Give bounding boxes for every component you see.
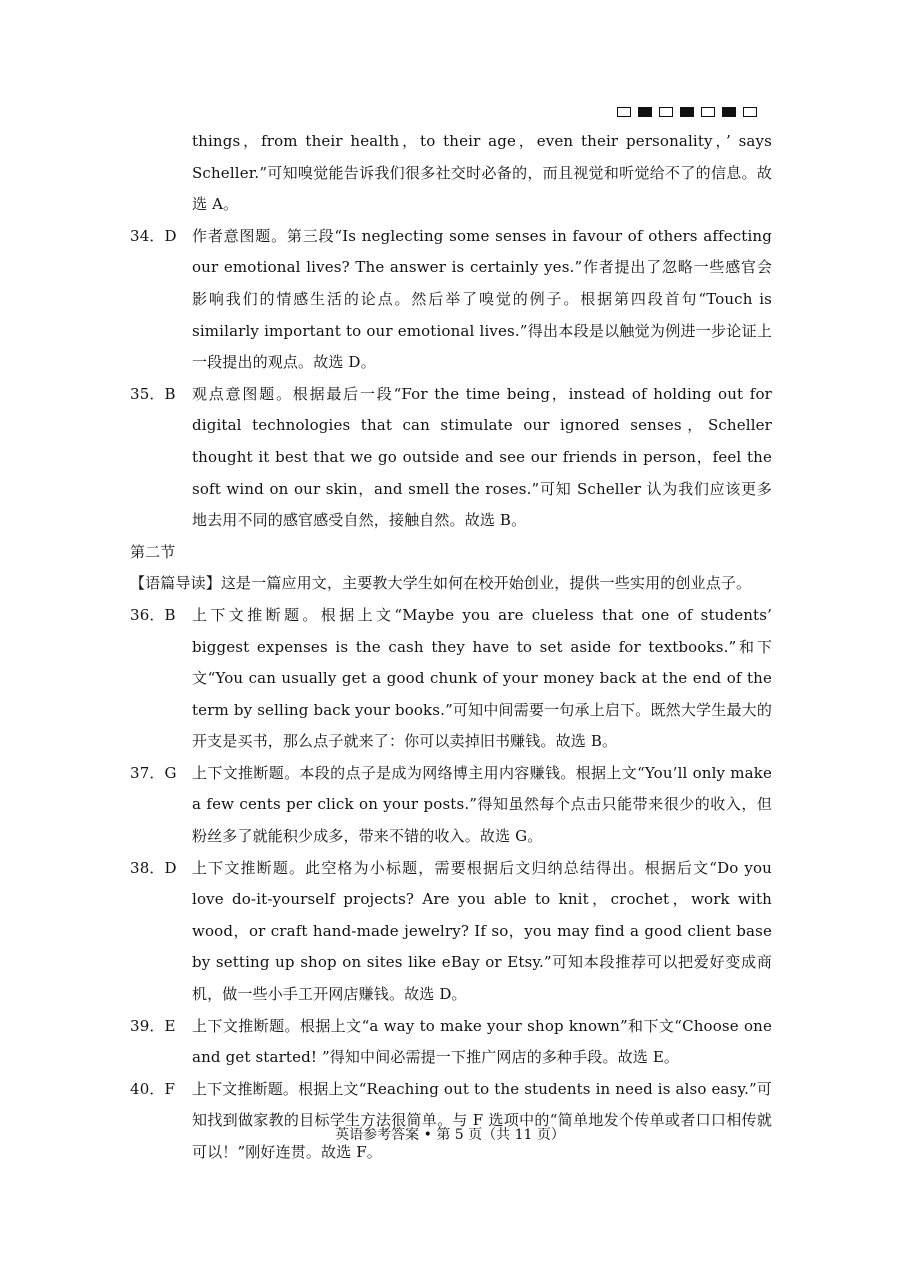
- answer-item: [130, 758, 772, 853]
- answer-number: 39．E: [130, 1016, 176, 1035]
- section-title: 第二节: [130, 542, 176, 561]
- answer-item: [130, 1074, 772, 1169]
- header-marks: [617, 107, 757, 117]
- header-mark: [638, 107, 652, 117]
- answer-number: 34．D: [130, 226, 177, 245]
- answer-item: [130, 1011, 772, 1074]
- answer-explanation: 上下文推断题。本段的点子是成为网络博主用内容赚钱。根据上文“You’ll only make a few cents per click on your posts.”得知虽然每个点击只能带来很少的收入，但粉丝多了就能积少成多，带来不错的收入。故选 G。: [192, 763, 772, 846]
- answer-explanation: 观点意图题。根据最后一段“For the time being，instead of holding out for digital technologies that can stimulate our ignored senses，Scheller thought it best that we go outside and see our friends in person，feel the soft wind on our skin，and smell the roses.”可知 Scheller 认为我们应该更多地去用不同的感官感受自然，接触自然。故选 B。: [192, 384, 772, 530]
- answer-list-part2: [130, 600, 772, 1169]
- answer-explanation: 上下文推断题。根据上文“Maybe you are clueless that one of students’ biggest expenses is the cash they have to set aside for textbooks.”和下文“You can usually get a good chunk of your money back at the end of the term by selling back your books.”可知中间需要一句承上启下。既然大学生最大的开支是买书，那么点子就来了：你可以卖掉旧书赚钱。故选 B。: [192, 605, 772, 751]
- answer-number: 36．B: [130, 605, 176, 624]
- answer-item: [130, 600, 772, 758]
- answer-item: [130, 379, 772, 537]
- answer-explanation: 上下文推断题。此空格为小标题，需要根据后文归纳总结得出。根据后文“Do you love do-it-yourself projects? Are you able to knit，crochet，work with wood，or craft hand-made jewelry? If so，you may find a good client base by setting up shop on sites like eBay or Etsy.”可知本段推荐可以把爱好变成商机，做一些小手工开网店赚钱。故选 D。: [192, 858, 772, 1004]
- passage-guide: 【语篇导读】这是一篇应用文，主要教大学生如何在校开始创业，提供一些实用的创业点子。: [130, 574, 752, 593]
- answer-explanation: 上下文推断题。根据上文“a way to make your shop known”和下文“Choose one and get started! ”得知中间必需提一下推广网店的多种手段。故选 E。: [192, 1016, 772, 1067]
- answer-number: 38．D: [130, 858, 177, 877]
- answer-explanation: 上下文推断题。根据上文“Reaching out to the students in need is also easy.”可知找到做家教的目标学生方法很简单。与 F 选项中的“简单地发个传单或者口口相传就可以！”刚好连贯。故选 F。: [192, 1079, 772, 1161]
- header-mark: [722, 107, 736, 117]
- header-mark: [701, 107, 715, 117]
- answer-number: 37．G: [130, 763, 177, 782]
- answer-item: [130, 221, 772, 379]
- answer-number: 35．B: [130, 384, 176, 403]
- header-mark: [743, 107, 757, 117]
- answer-number: 40．F: [130, 1079, 176, 1098]
- page-footer: 英语参考答案 • 第 5 页（共 11 页）: [335, 1127, 565, 1143]
- header-mark: [617, 107, 631, 117]
- answer-explanation: 作者意图题。第三段“Is neglecting some senses in favour of others affecting our emotional lives? The answer is certainly yes.”作者提出了忽略一些感官会影响我们的情感生活的论点。然后举了嗅觉的例子。根据第四段首句“Touch is similarly important to our emotional lives.”得出本段是以触觉为例进一步论证上一段提出的观点。故选 D。: [192, 226, 772, 372]
- main-content: [130, 126, 772, 1169]
- header-mark: [680, 107, 694, 117]
- continued-explanation: things，from their health，to their age，even their personality，’ says Scheller.”可知嗅觉能告诉我们很多社交时必备的，而且视觉和听觉给不了的信息。故选 A。: [192, 132, 772, 214]
- answer-item: [130, 853, 772, 1011]
- answer-list-part1: [130, 221, 772, 537]
- header-mark: [659, 107, 673, 117]
